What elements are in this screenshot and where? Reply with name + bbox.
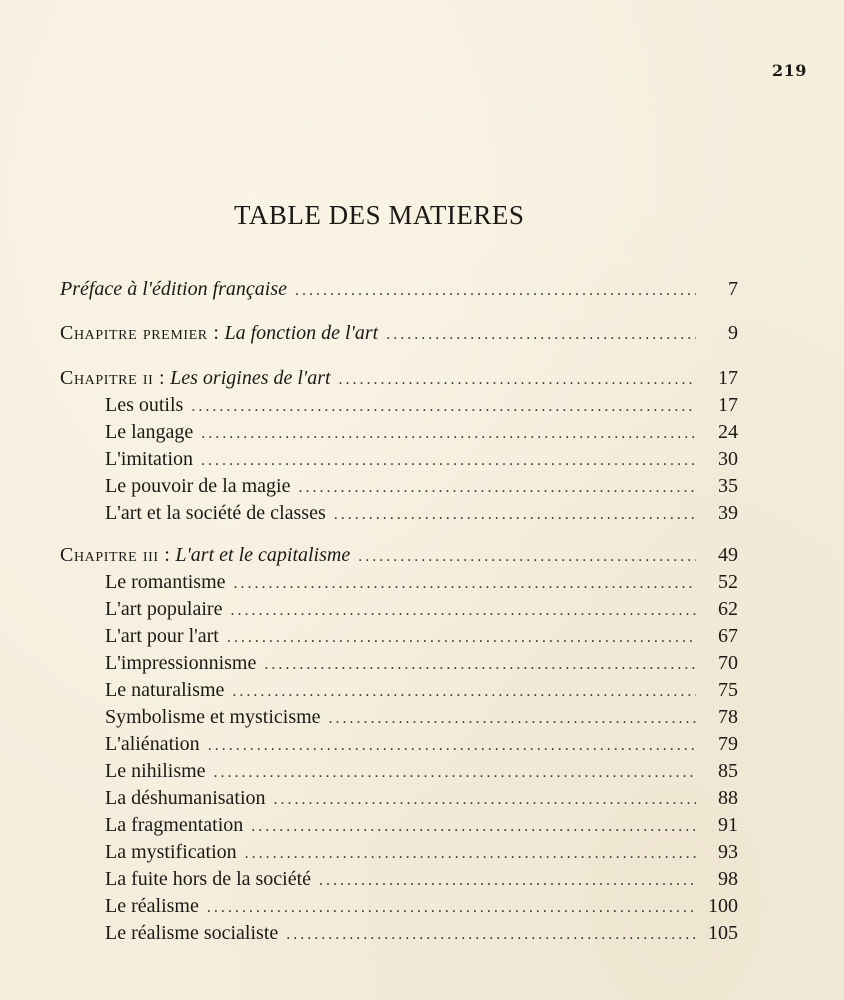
toc-section bbox=[105, 758, 738, 785]
dot-leader bbox=[234, 570, 696, 597]
toc-section-title: Le pouvoir de la magie bbox=[105, 475, 291, 497]
dot-leader bbox=[214, 759, 696, 786]
toc-section bbox=[105, 785, 738, 812]
page-number: 219 bbox=[772, 61, 807, 80]
dot-leader bbox=[230, 597, 696, 624]
toc-section bbox=[105, 731, 738, 758]
toc-page-number: 9 bbox=[728, 322, 738, 344]
toc-page-number: 24 bbox=[718, 421, 738, 443]
toc-section-title: Le nihilisme bbox=[105, 760, 206, 782]
dot-leader bbox=[208, 732, 696, 759]
toc-section bbox=[105, 812, 738, 839]
toc-page-number: 88 bbox=[718, 787, 738, 809]
toc-section bbox=[105, 596, 738, 623]
toc-page-number: 49 bbox=[718, 544, 738, 566]
toc-section-title: Le langage bbox=[105, 421, 194, 443]
toc-chapter-3 bbox=[60, 542, 738, 569]
toc-page-number: 105 bbox=[708, 922, 738, 944]
dot-leader bbox=[207, 894, 696, 921]
toc-page-number: 70 bbox=[718, 652, 738, 674]
toc-page-number: 98 bbox=[718, 868, 738, 890]
chapter-prefix: Chapitre premier : bbox=[60, 322, 220, 344]
toc-page-number: 62 bbox=[718, 598, 738, 620]
dot-leader bbox=[264, 651, 696, 678]
dot-leader bbox=[358, 543, 696, 570]
toc-page-number: 17 bbox=[718, 367, 738, 389]
dot-leader bbox=[329, 705, 696, 732]
toc-section bbox=[105, 704, 738, 731]
toc-section bbox=[105, 446, 738, 473]
toc-section bbox=[105, 866, 738, 893]
toc-page-number: 35 bbox=[718, 475, 738, 497]
toc-page-number: 93 bbox=[718, 841, 738, 863]
toc-section bbox=[105, 623, 738, 650]
toc-section-title: Le réalisme socialiste bbox=[105, 922, 279, 944]
page-title: TABLE DES MATIERES bbox=[234, 200, 525, 230]
dot-leader bbox=[295, 277, 696, 304]
toc-section-title: La déshumanisation bbox=[105, 787, 266, 809]
dot-leader bbox=[274, 786, 696, 813]
dot-leader bbox=[227, 624, 696, 651]
toc-section bbox=[105, 419, 738, 446]
toc-section-title: Le romantisme bbox=[105, 571, 226, 593]
toc-section-title: L'aliénation bbox=[105, 733, 200, 755]
toc-section-title: L'art et la société de classes bbox=[105, 502, 326, 524]
toc-section-title: Symbolisme et mysticisme bbox=[105, 706, 321, 728]
toc-section-title: La fragmentation bbox=[105, 814, 244, 836]
toc-chapter-heading bbox=[60, 320, 378, 347]
toc-page-number: 100 bbox=[708, 895, 738, 917]
toc-page-number: 75 bbox=[718, 679, 738, 701]
chapter-prefix: Chapitre iii : bbox=[60, 544, 171, 566]
toc-section-title: Les outils bbox=[105, 394, 184, 416]
toc-section bbox=[105, 839, 738, 866]
dot-leader bbox=[339, 366, 696, 393]
toc-entry-preface bbox=[60, 276, 738, 303]
dot-leader bbox=[201, 420, 696, 447]
chapter-title: L'art et le capitalisme bbox=[175, 544, 351, 566]
toc-section-title: La fuite hors de la société bbox=[105, 868, 312, 890]
dot-leader bbox=[251, 813, 696, 840]
toc-chapter-heading bbox=[60, 365, 331, 392]
toc-section bbox=[105, 677, 738, 704]
toc-section-title: Le réalisme bbox=[105, 895, 199, 917]
dot-leader bbox=[191, 393, 696, 420]
toc-section bbox=[105, 569, 738, 596]
toc-section bbox=[105, 500, 738, 527]
dot-leader bbox=[232, 678, 696, 705]
toc-page-number: 52 bbox=[718, 571, 738, 593]
dot-leader bbox=[319, 867, 696, 894]
toc-page-number: 67 bbox=[718, 625, 738, 647]
toc-page-number: 78 bbox=[718, 706, 738, 728]
toc-section-title: L'art populaire bbox=[105, 598, 223, 620]
chapter-prefix: Chapitre ii : bbox=[60, 367, 166, 389]
toc-page-number: 17 bbox=[718, 394, 738, 416]
toc-section-title: L'imitation bbox=[105, 448, 194, 470]
toc-page-number: 39 bbox=[718, 502, 738, 524]
toc-chapter-2 bbox=[60, 365, 738, 392]
dot-leader bbox=[201, 447, 696, 474]
dot-leader bbox=[245, 840, 696, 867]
toc-chapter-heading bbox=[60, 542, 350, 569]
toc-entry-title: Préface à l'édition française bbox=[60, 278, 288, 300]
dot-leader bbox=[386, 321, 696, 348]
dot-leader bbox=[334, 501, 696, 528]
toc-section-title: La mystification bbox=[105, 841, 237, 863]
toc-page-number: 79 bbox=[718, 733, 738, 755]
dot-leader bbox=[299, 474, 697, 501]
dot-leader bbox=[286, 921, 696, 948]
toc-section bbox=[105, 473, 738, 500]
toc-page-number: 7 bbox=[728, 278, 738, 300]
toc-page-number: 85 bbox=[718, 760, 738, 782]
toc-page-number: 91 bbox=[718, 814, 738, 836]
toc-page-number: 30 bbox=[718, 448, 738, 470]
chapter-title: Les origines de l'art bbox=[170, 367, 331, 389]
toc-section-title: L'art pour l'art bbox=[105, 625, 219, 647]
toc-section bbox=[105, 920, 738, 947]
toc-section bbox=[105, 392, 738, 419]
chapter-title: La fonction de l'art bbox=[224, 322, 379, 344]
toc-section bbox=[105, 650, 738, 677]
toc-section-title: L'impressionnisme bbox=[105, 652, 257, 674]
toc-section-title: Le naturalisme bbox=[105, 679, 225, 701]
toc-section bbox=[105, 893, 738, 920]
toc-chapter-1 bbox=[60, 320, 738, 347]
